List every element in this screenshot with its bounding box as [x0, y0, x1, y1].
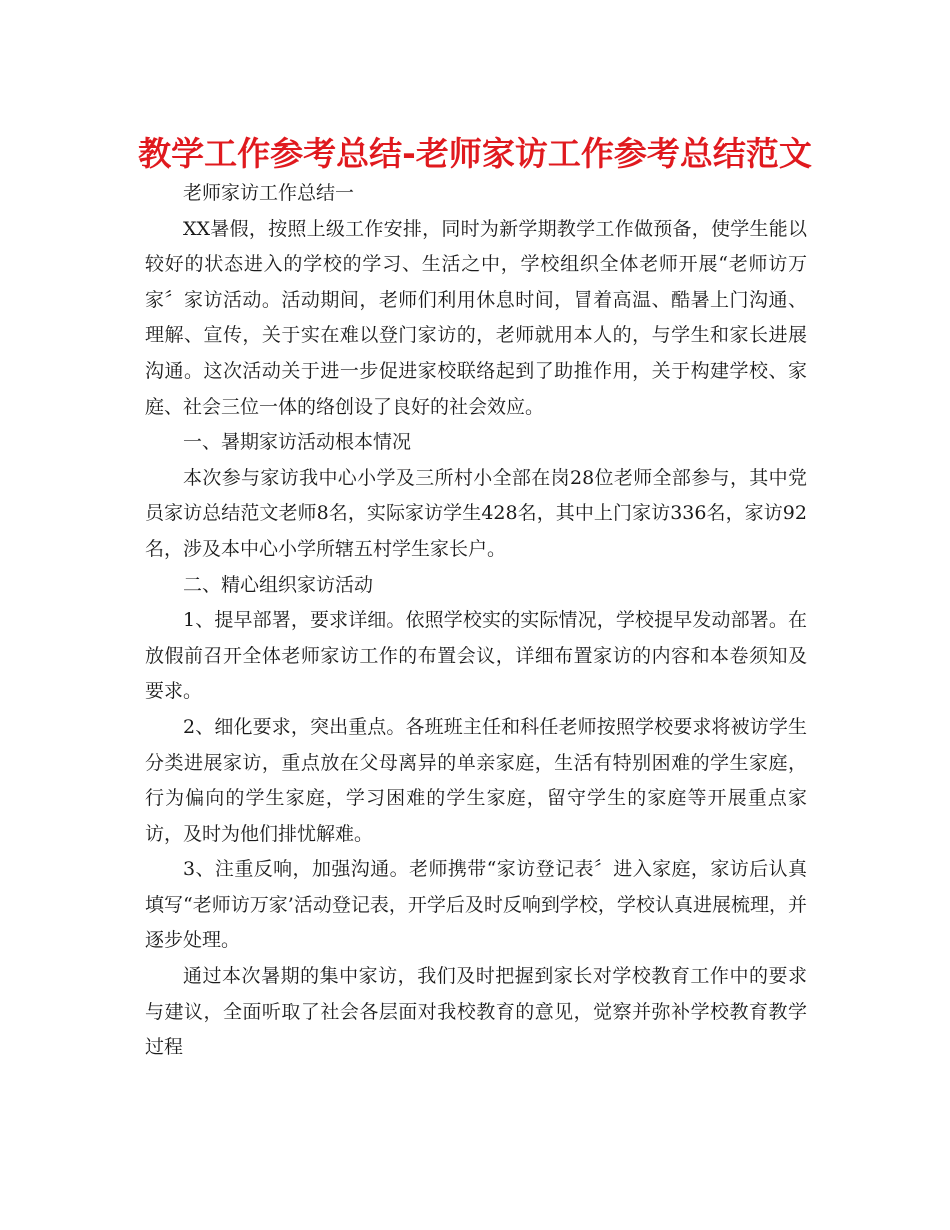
paragraph-item-1: 1、提早部署，要求详细。依照学校实的实际情况，学校提早发动部署。在放假前召开全体老师家访工作的布置会议，详细布置家访的内容和本卷须知及要求。: [145, 609, 807, 703]
paragraph-item-3: 3、注重反响，加强沟通。老师携带“家访登记表〞进入家庭，家访后认真填写“老师访万家’活动登记表，开学后及时反响到学校，学校认真进展梳理，并逐步处理。: [145, 858, 807, 952]
paragraph-conclusion: 通过本次暑期的集中家访，我们及时把握到家长对学校教育工作中的要求与建议，全面听取了社会各层面对我校教育的意见，觉察并弥补学校教育教学过程: [145, 965, 807, 1059]
section-heading-1: 一、暑期家访活动根本情况: [183, 431, 412, 454]
document-title: 教学工作参考总结-老师家访工作参考总结范文: [138, 134, 812, 173]
paragraph-item-2: 2、细化要求，突出重点。各班班主任和科任老师按照学校要求将被访学生分类进展家访，重点放在父母离异的单亲家庭，生活有特别困难的学生家庭，行为偏向的学生家庭，学习困难的学生家庭，留守学生的家庭等开展重点家访，及时为他们排忧解难。: [145, 715, 807, 845]
document-body: [145, 176, 807, 1066]
paragraph-intro: XX暑假，按照上级工作安排，同时为新学期教学工作做预备，使学生能以较好的状态进入的学校的学习、生活之中，学校组织全体老师开展“老师访万家〞家访活动。活动期间，老师们利用休息时间，冒着高温、酷暑上门沟通、理解、宣传，关于实在难以登门家访的，老师就用本人的，与学生和家长进展沟通。这次活动关于进一步促进家校联络起到了助推作用，关于构建学校、家庭、社会三位一体的络创设了良好的社会效应。: [145, 217, 807, 418]
paragraph-situation: 本次参与家访我中心小学及三所村小全部在岗28位老师全部参与，其中党员家访总结范文老师8名，实际家访学生428名，其中上门家访336名，家访92名，涉及本中心小学所辖五村学生家长户。: [145, 466, 807, 560]
paragraph-subtitle: 老师家访工作总结一: [183, 182, 355, 204]
section-heading-2: 二、精心组织家访活动: [183, 573, 374, 596]
